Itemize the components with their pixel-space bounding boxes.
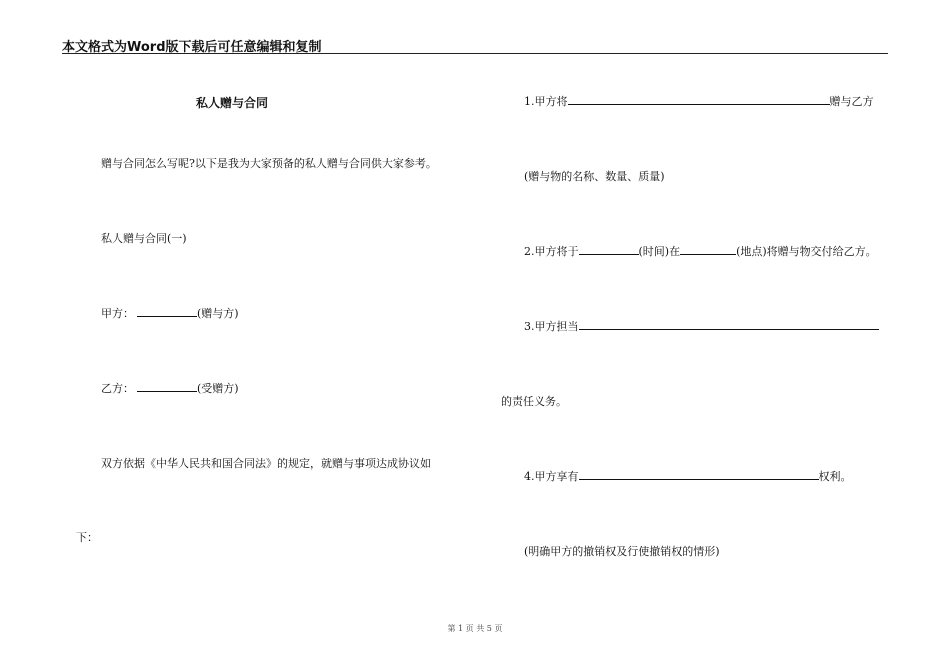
party-a-suffix: (赠与方) [197, 307, 239, 320]
party-b-line [101, 380, 239, 396]
intro-paragraph: 赠与合同怎么写呢?以下是我为大家预备的私人赠与合同供大家参考。 [101, 157, 437, 170]
clause-2-line [524, 243, 877, 259]
clause-1-line [524, 93, 874, 109]
basis-continuation: 下： [76, 531, 98, 544]
clause-2-place-blank[interactable] [680, 244, 736, 255]
clause-4-blank[interactable] [579, 469, 819, 480]
document-header: 本文格式为Word版下载后可任意编辑和复制 [62, 40, 322, 55]
clause-3-continuation: 的责任义务。 [501, 395, 567, 408]
clause-4-line [524, 468, 852, 484]
clause-1-blank[interactable] [568, 94, 830, 105]
clause-2-time-label: (时间)在 [638, 245, 681, 258]
page-footer: 第 1 页 共 5 页 [447, 624, 503, 633]
clause-4-note: (明确甲方的撤销权及行使撤销权的情形) [524, 545, 720, 558]
contract-subtitle: 私人赠与合同(一) [101, 232, 187, 245]
clause-4-prefix: 4.甲方享有 [524, 470, 579, 483]
clause-3-line [524, 318, 879, 334]
header-rule [62, 53, 888, 54]
clause-4-suffix: 权利。 [818, 470, 852, 483]
party-b-blank[interactable] [137, 381, 197, 392]
clause-1-suffix: 赠与乙方 [829, 95, 874, 108]
clause-1-note: (赠与物的名称、数量、质量) [524, 170, 665, 183]
clause-1-prefix: 1.甲方将 [524, 95, 568, 108]
party-a-blank[interactable] [137, 306, 197, 317]
party-a-line [101, 305, 239, 321]
clause-3-prefix: 3.甲方担当 [524, 320, 579, 333]
party-b-suffix: (受赠方) [197, 382, 239, 395]
basis-paragraph: 双方依据《中华人民共和国合同法》的规定，就赠与事项达成协议如 [101, 457, 431, 470]
clause-3-blank[interactable] [579, 319, 879, 330]
clause-2-place-label: (地点)将赠与物交付给乙方。 [736, 245, 877, 258]
clause-2-prefix: 2.甲方将于 [524, 245, 579, 258]
party-b-label: 乙方： [101, 382, 134, 395]
party-a-label: 甲方： [101, 307, 134, 320]
clause-2-time-blank[interactable] [579, 244, 639, 255]
document-title: 私人赠与合同 [196, 96, 269, 110]
